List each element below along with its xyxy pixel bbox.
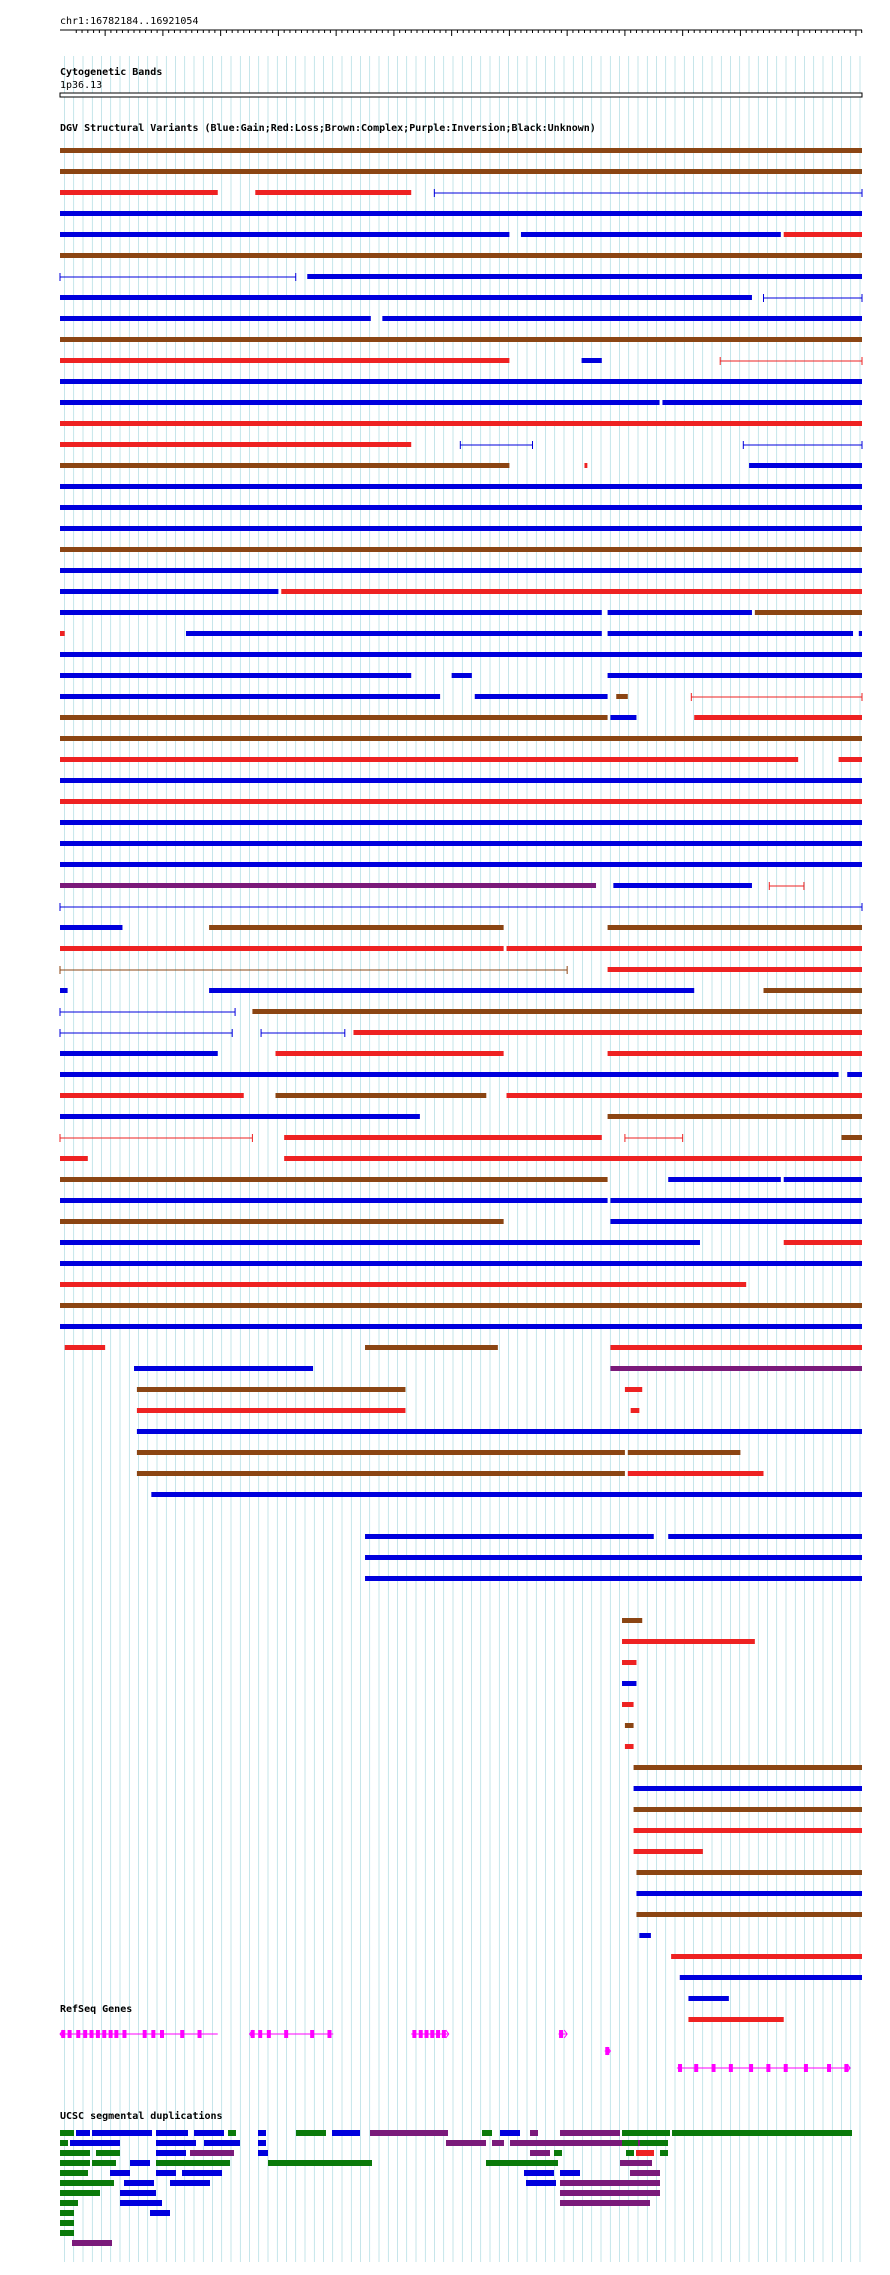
segdup-block [156, 2140, 196, 2146]
variant-bar [186, 631, 602, 636]
segdup-block [370, 2130, 448, 2136]
variant-bar [668, 1534, 862, 1539]
variant-bar [616, 694, 628, 699]
segdup-block [486, 2160, 558, 2166]
variant-bar [60, 1198, 608, 1203]
variant-bar [755, 610, 862, 615]
segdup-block [630, 2170, 660, 2176]
segdup-block [640, 2140, 668, 2146]
segdup-block [554, 2150, 562, 2156]
variant-bar [60, 253, 862, 258]
variant-bar [636, 1912, 862, 1917]
variant-bar [608, 673, 862, 678]
gene-exon [114, 2030, 118, 2038]
segdup-block [526, 2180, 556, 2186]
variant-bar [749, 463, 862, 468]
gene-exon [68, 2030, 72, 2038]
segdup-block [72, 2240, 112, 2246]
segdup-block [268, 2160, 372, 2166]
segdup-block [76, 2130, 90, 2136]
segdup-block [96, 2150, 120, 2156]
variant-bar [60, 379, 862, 384]
gene-exon [160, 2030, 164, 2038]
variant-bar [671, 1954, 862, 1959]
variant-bar [60, 799, 862, 804]
gene-exon [284, 2030, 288, 2038]
variant-bar [680, 1975, 862, 1980]
variant-bar [636, 1870, 862, 1875]
variant-bar [60, 1282, 746, 1287]
variant-bar [859, 631, 862, 636]
segdup-block [156, 2130, 188, 2136]
gene-exon [143, 2030, 147, 2038]
segdup-block [204, 2140, 240, 2146]
variant-bar [60, 190, 218, 195]
variant-bar [151, 1492, 862, 1497]
gene-exon [712, 2064, 716, 2072]
segdup-block [492, 2140, 504, 2146]
variant-bar [610, 1198, 862, 1203]
gene-exon [827, 2064, 831, 2072]
variant-bar [60, 1324, 862, 1329]
coordinate-ruler [60, 16, 862, 36]
segdup-block [190, 2150, 234, 2156]
cytoband-track-title[interactable]: Cytogenetic Bands [60, 67, 163, 78]
refseq-genes-track [60, 2004, 850, 2072]
variant-bar [60, 946, 504, 951]
variant-bar [307, 274, 862, 279]
variant-bar [628, 1450, 741, 1455]
gene-exon [102, 2030, 106, 2038]
variant-bar [625, 1723, 634, 1728]
segdup-block [92, 2160, 116, 2166]
variant-bar [60, 211, 862, 216]
gene-exon [436, 2030, 440, 2038]
variant-bar [634, 1828, 862, 1833]
variant-bar [60, 988, 68, 993]
variant-bar [636, 1891, 862, 1896]
variant-bar [137, 1387, 406, 1392]
variant-bar [60, 757, 798, 762]
variant-bar [507, 1093, 862, 1098]
gene-exon [267, 2030, 271, 2038]
gene-exon [327, 2030, 331, 2038]
segdup-block [130, 2160, 150, 2166]
variant-bar [622, 1702, 634, 1707]
variant-bar [622, 1681, 636, 1686]
variant-bar [60, 484, 862, 489]
variant-bar [60, 778, 862, 783]
variant-bar [847, 1072, 862, 1077]
variant-bar [610, 1345, 862, 1350]
variant-bar [60, 421, 862, 426]
variant-bar [668, 1177, 781, 1182]
variant-bar [365, 1555, 862, 1560]
segdup-block [258, 2150, 268, 2156]
segdup-block [150, 2210, 170, 2216]
variant-bar [365, 1534, 654, 1539]
segdup-block [482, 2130, 492, 2136]
variant-bar [582, 358, 602, 363]
variant-bar [137, 1450, 625, 1455]
gene-exon [419, 2030, 423, 2038]
gene-exon [198, 2030, 202, 2038]
variant-bar [475, 694, 608, 699]
variant-bar [60, 400, 660, 405]
variant-bar [60, 925, 122, 930]
refseq-track-title[interactable]: RefSeq Genes [60, 2004, 133, 2015]
variant-bar [608, 631, 853, 636]
variant-bar [209, 988, 694, 993]
segdup-block [60, 2130, 74, 2136]
gene-exon [76, 2030, 80, 2038]
gene-exon [442, 2030, 446, 2038]
segdup-block [524, 2170, 554, 2176]
variant-bar [507, 946, 862, 951]
variant-bar [631, 1408, 640, 1413]
segdup-block [500, 2130, 520, 2136]
segdup-block [228, 2130, 236, 2136]
variant-bar [60, 694, 440, 699]
variant-bar [60, 715, 608, 720]
segdup-block [110, 2170, 130, 2176]
variant-bar [521, 232, 781, 237]
variant-bar [382, 316, 862, 321]
variant-bar [137, 1429, 862, 1434]
variant-bar [784, 232, 862, 237]
gene-exon [151, 2030, 155, 2038]
gene-exon [109, 2030, 113, 2038]
segdup-block [560, 2170, 580, 2176]
gene-exon [749, 2064, 753, 2072]
variant-bar [281, 589, 862, 594]
variant-bar [784, 1240, 862, 1245]
gene-exon [310, 2030, 314, 2038]
variant-bar [353, 1030, 862, 1035]
variant-bar [276, 1093, 487, 1098]
variant-bar [613, 883, 752, 888]
variant-bar [60, 862, 862, 867]
variant-bar [634, 1849, 703, 1854]
variant-bar [60, 568, 862, 573]
variant-bar [634, 1786, 862, 1791]
segdup-block [530, 2150, 550, 2156]
gene-exon [90, 2030, 94, 2038]
variant-bar [60, 547, 862, 552]
variant-bar [639, 1933, 651, 1938]
variant-bar [137, 1408, 406, 1413]
variant-bar [60, 652, 862, 657]
variant-bar [60, 1072, 839, 1077]
segdup-block [560, 2180, 660, 2186]
gene-exon [83, 2030, 87, 2038]
segdup-block [60, 2150, 90, 2156]
variant-bar [209, 925, 504, 930]
gene-exon [804, 2064, 808, 2072]
variant-bar [60, 589, 278, 594]
variant-bar [694, 715, 862, 720]
variant-bar [628, 1471, 764, 1476]
variant-bar [841, 1135, 862, 1140]
gene-exon [96, 2030, 100, 2038]
variant-bar [252, 1009, 862, 1014]
segdup-block [170, 2180, 210, 2186]
segdup-block [60, 2160, 90, 2166]
variant-bar [60, 1177, 608, 1182]
cytoband-bar [60, 93, 862, 97]
variant-bar [137, 1471, 625, 1476]
gene-exon [766, 2064, 770, 2072]
segdup-block [136, 2190, 156, 2196]
variant-bar [608, 1114, 862, 1119]
segdup-block [142, 2200, 162, 2206]
segmental-duplications-track [60, 2110, 852, 2246]
segdup-block [560, 2130, 620, 2136]
variant-bar [60, 316, 371, 321]
variant-bar [60, 736, 862, 741]
gene-exon [784, 2064, 788, 2072]
variant-bar [610, 1219, 862, 1224]
variant-bar [608, 967, 862, 972]
segdup-block [636, 2150, 654, 2156]
variant-bar [284, 1135, 602, 1140]
variant-bar [60, 1093, 244, 1098]
variant-bar [625, 1744, 634, 1749]
variant-bar [60, 1114, 420, 1119]
segdup-block [660, 2150, 668, 2156]
cytoband-label: 1p36.13 [60, 80, 103, 91]
segdup-block [60, 2170, 88, 2176]
gene-exon [412, 2030, 416, 2038]
variant-bar [60, 1240, 700, 1245]
segdup-block [60, 2210, 74, 2216]
variant-bar [60, 169, 862, 174]
variant-bar [60, 673, 411, 678]
variant-bar [60, 610, 602, 615]
coordinate-label: chr1:16782184..16921054 [60, 16, 199, 27]
segdup-block [60, 2140, 68, 2146]
variant-bar [255, 190, 411, 195]
variant-bar [60, 232, 509, 237]
variant-bar [60, 883, 596, 888]
variant-bar [839, 757, 862, 762]
variant-bar [60, 442, 411, 447]
segdup-block [258, 2130, 266, 2136]
gene-exon [180, 2030, 184, 2038]
segdup-block [560, 2200, 650, 2206]
variant-bar [622, 1660, 636, 1665]
gene-exon [729, 2064, 733, 2072]
segdup-block [156, 2160, 230, 2166]
segdup-block [60, 2230, 74, 2236]
variant-bar [622, 1639, 755, 1644]
segdup-block [672, 2130, 852, 2136]
variant-bar [60, 841, 862, 846]
dgv-track-title[interactable]: DGV Structural Variants (Blue:Gain;Red:Loss;Brown:Complex;Purple:Inversion;Black:Unknown) [60, 123, 596, 134]
gene-exon [559, 2030, 563, 2038]
variant-bar [60, 1156, 88, 1161]
variant-bar [608, 925, 862, 930]
variant-bar [60, 505, 862, 510]
variant-bar [784, 1177, 862, 1182]
gene-exon [430, 2030, 434, 2038]
segdup-block [60, 2200, 78, 2206]
segdup-block [622, 2140, 638, 2146]
segdup-block [92, 2130, 152, 2136]
variant-bar [662, 400, 862, 405]
variant-bar [60, 1303, 862, 1308]
variant-bar [284, 1156, 862, 1161]
variant-bar [688, 1996, 728, 2001]
variant-bar [608, 610, 752, 615]
gene-exon [258, 2030, 262, 2038]
variant-bar [634, 1765, 862, 1770]
variant-bar [60, 1219, 504, 1224]
variant-bar [60, 820, 862, 825]
segdup-block [620, 2160, 652, 2166]
variant-bar [60, 1261, 862, 1266]
variant-bar [60, 1051, 218, 1056]
variant-bar [365, 1345, 498, 1350]
variant-bar [610, 1366, 862, 1371]
variant-bar [584, 463, 587, 468]
variant-bar [622, 1618, 642, 1623]
segdup-block [60, 2220, 74, 2226]
segdup-block [156, 2150, 186, 2156]
segdup-block [626, 2150, 634, 2156]
variant-bar [60, 337, 862, 342]
variant-bar [65, 1345, 105, 1350]
cytogenetic-bands-track [60, 66, 862, 97]
segdup-track-title[interactable]: UCSC segmental duplications [60, 2111, 223, 2122]
variant-bar [764, 988, 862, 993]
segdup-block [60, 2190, 100, 2196]
segdup-block [530, 2130, 538, 2136]
variant-bar [60, 358, 509, 363]
variant-bar [60, 295, 752, 300]
gene-exon [678, 2064, 682, 2072]
variant-bar [608, 1051, 862, 1056]
variant-bar [276, 1051, 504, 1056]
variant-bar [610, 715, 636, 720]
variant-bar [688, 2017, 783, 2022]
segdup-block [124, 2180, 154, 2186]
segdup-block [332, 2130, 360, 2136]
variant-bar [134, 1366, 313, 1371]
segdup-block [296, 2130, 326, 2136]
variant-bar [625, 1387, 642, 1392]
variant-bar [60, 631, 65, 636]
variant-bar [452, 673, 472, 678]
gene-exon [122, 2030, 126, 2038]
segdup-block [622, 2130, 670, 2136]
segdup-block [156, 2170, 176, 2176]
variant-bar [634, 1807, 862, 1812]
dgv-structural-variants-track [60, 122, 862, 2022]
segdup-block [560, 2190, 660, 2196]
variant-bar [365, 1576, 862, 1581]
gene-exon [425, 2030, 429, 2038]
segdup-block [194, 2130, 224, 2136]
segdup-block [70, 2140, 120, 2146]
variant-bar [60, 463, 509, 468]
segdup-block [60, 2180, 114, 2186]
segdup-block [446, 2140, 486, 2146]
variant-bar [60, 526, 862, 531]
segdup-block [258, 2140, 266, 2146]
gene-exon [694, 2064, 698, 2072]
segdup-block [182, 2170, 222, 2176]
variant-bar [60, 148, 862, 153]
